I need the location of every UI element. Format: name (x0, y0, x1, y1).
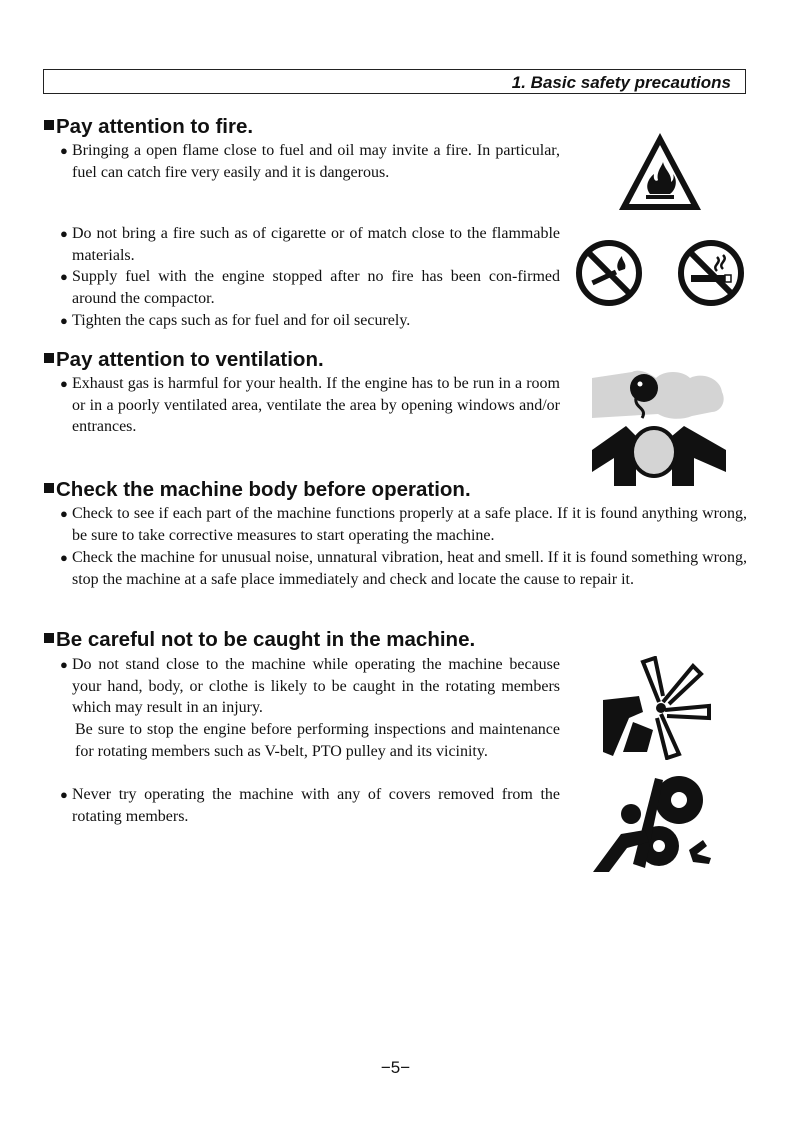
page-number: −5− (380, 1058, 411, 1077)
continuation-paragraph: Be sure to stop the engine before performing inspections and maintenance for rotating members such as V-belt, PTO pulley and its vicinity. (75, 721, 560, 760)
section-heading-ventilation (44, 348, 324, 372)
list-item: ● Check the machine for unusual noise, unnatural vibration, heat and smell. If it is found something wrong, stop the machine at a safe place immediately and check and locate the cause to repair it. (60, 549, 747, 588)
bullet-icon: ● (60, 226, 68, 241)
heading-text: Check the machine body before operation. (56, 478, 471, 501)
bullet-icon: ● (60, 506, 68, 521)
no-open-flame-icon (575, 239, 643, 307)
no-smoking-icon (677, 239, 745, 307)
bullet-icon: ● (60, 787, 68, 802)
toxic-fumes-icon (592, 368, 727, 486)
list-item: ● Supply fuel with the engine stopped after no fire has been con-firmed around the compactor. (60, 268, 560, 307)
heading-square-icon (44, 483, 54, 493)
header-box (43, 69, 746, 94)
bullet-icon: ● (60, 376, 68, 391)
belt-entanglement-hazard-icon (593, 774, 715, 872)
section-heading-fire (44, 115, 253, 139)
flammable-warning-icon (616, 130, 704, 214)
heading-square-icon (44, 120, 54, 130)
list-item: ● Bringing a open flame close to fuel and oil may invite a fire. In particular, fuel can catch fire very easily and it is dangerous. (60, 142, 560, 181)
page-header-title: 1. Basic safety precautions (511, 73, 731, 92)
list-item: ● Check to see if each part of the machine functions properly at a safe place. If it is found anything wrong, be sure to take corrective measures to start operating the machine. (60, 505, 747, 544)
heading-square-icon (44, 353, 54, 363)
list-item: ● Do not bring a fire such as of cigarette or of match close to the flammable materials. (60, 225, 560, 264)
list-item: ● Exhaust gas is harmful for your health. If the engine has to be run in a room or in a poorly ventilated area, ventilate the area by opening windows and/or entrances. (60, 375, 560, 435)
list-item: ● Do not stand close to the machine while operating the machine because your hand, body, or clothe is likely to be caught in the rotating members which may result in an injury. (60, 656, 560, 716)
heading-text: Pay attention to fire. (56, 115, 254, 138)
section-heading-machine-body (44, 478, 471, 502)
bullet-icon: ● (60, 269, 68, 284)
bullet-icon: ● (60, 657, 68, 672)
rotating-fan-hazard-icon (603, 656, 715, 760)
heading-square-icon (44, 633, 54, 643)
section-heading-caught (44, 628, 475, 652)
bullet-icon: ● (60, 313, 68, 328)
heading-text: Pay attention to ventilation. (56, 348, 324, 371)
list-item: ● Tighten the caps such as for fuel and for oil securely. (72, 310, 560, 332)
heading-text: Be careful not to be caught in the machine. (56, 628, 476, 651)
list-item: ● Never try operating the machine with any of covers removed from the rotating members. (60, 786, 560, 825)
bullet-icon: ● (60, 550, 68, 565)
bullet-icon: ● (60, 143, 68, 158)
